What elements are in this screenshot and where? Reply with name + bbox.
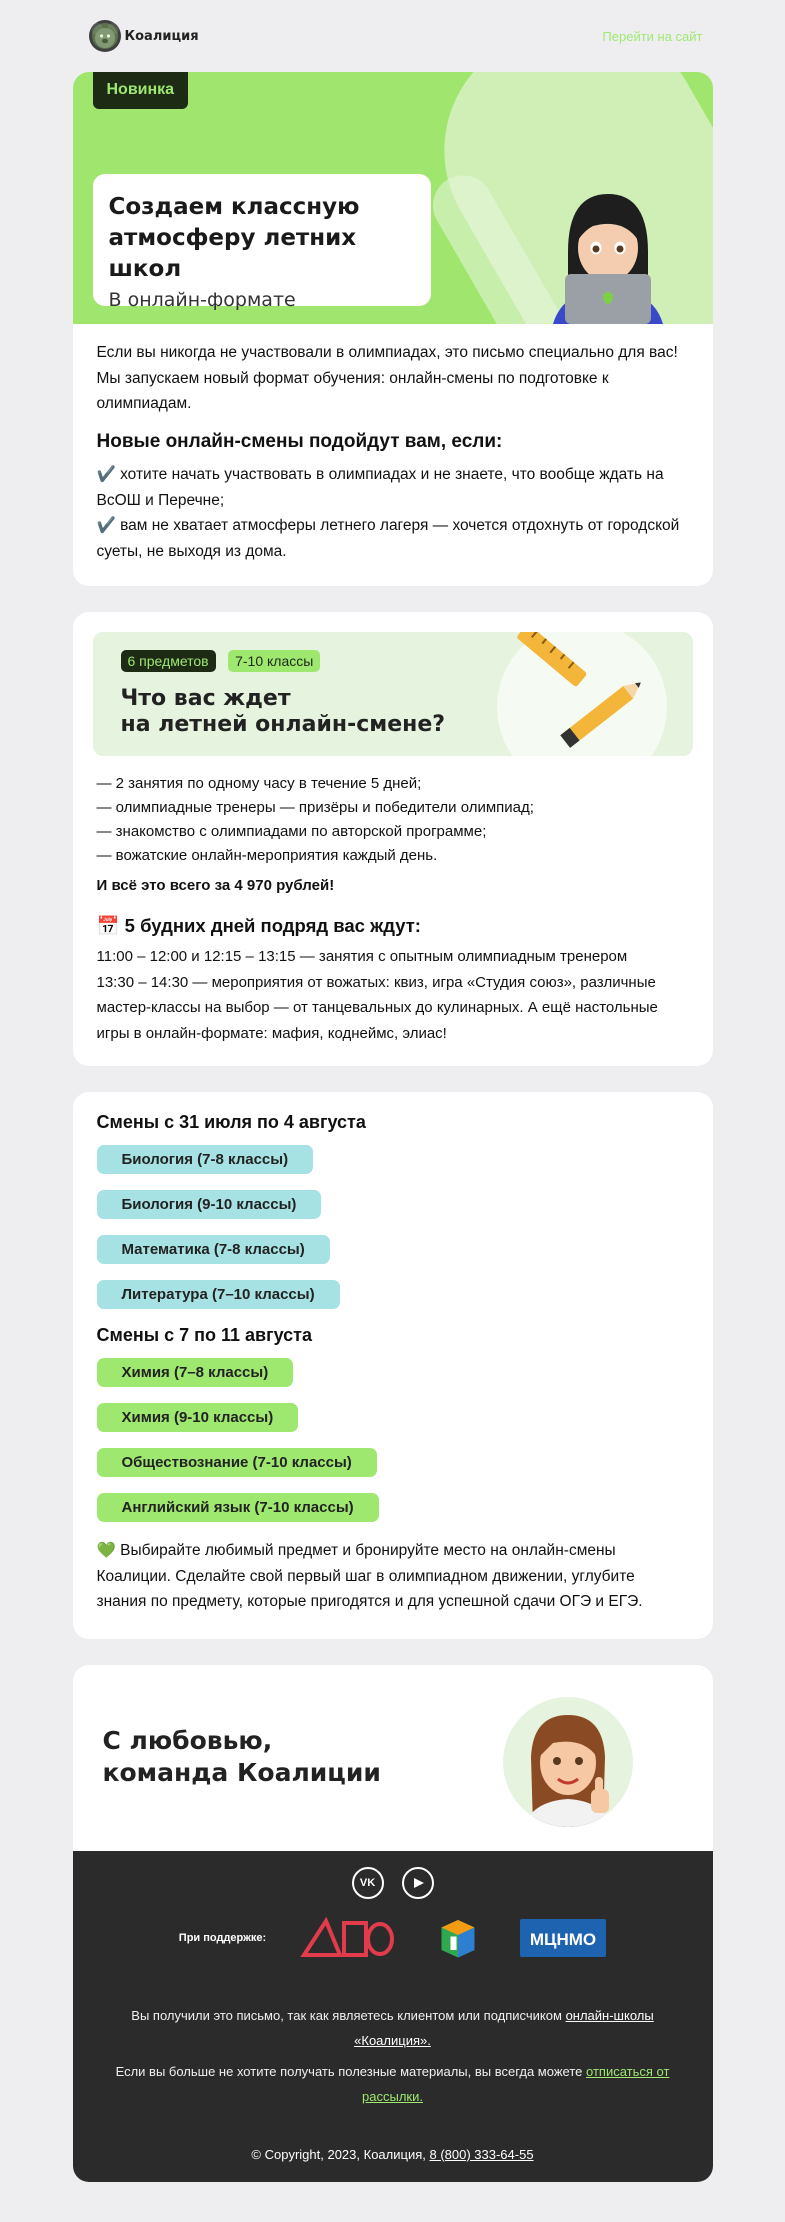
phone-link[interactable]: 8 (800) 333-64-55 bbox=[429, 2146, 534, 2162]
ruler-and-pencil-illustration bbox=[503, 632, 653, 756]
shifts-card bbox=[73, 1092, 713, 1639]
apo-logo bbox=[300, 1917, 396, 1959]
email-container bbox=[73, 0, 713, 2182]
support-label: При поддержке: bbox=[178, 1931, 267, 1944]
koala-logo-icon bbox=[89, 20, 121, 52]
logo-text: Коалиция bbox=[124, 28, 199, 44]
program-card bbox=[73, 612, 713, 1066]
program-tags bbox=[121, 650, 329, 672]
partner-cube-logo bbox=[430, 1917, 486, 1959]
schedule-item: 11:00 – 12:00 и 12:15 – 13:15 — занятия с опытным олимпиадным тренером bbox=[96, 948, 628, 965]
shift-button-biology-9-10[interactable]: Биология (9-10 классы) bbox=[97, 1190, 322, 1219]
signature-line2: команда Коалиции bbox=[102, 1757, 381, 1787]
hero-banner bbox=[73, 72, 713, 324]
dark-footer bbox=[73, 1851, 713, 2182]
schedule-heading: 📅 5 будних дней подряд вас ждут: bbox=[96, 915, 421, 936]
signature-text bbox=[103, 1725, 381, 1789]
hero-subtitle: В онлайн-формате bbox=[108, 289, 296, 311]
intro-paragraph: Если вы никогда не участвовали в олимпиадах, это письмо специально для вас! Мы запускаем новый формат обучения: онлайн-смены по подготовке к олимпиадам. bbox=[96, 344, 678, 412]
shift-button-chemistry-7-8[interactable]: Химия (7–8 классы) bbox=[97, 1358, 294, 1387]
intro-card bbox=[73, 72, 713, 586]
intro-bullet: ✔️ хотите начать участвовать в олимпиадах и не знаете, что вообще ждать на ВсОШ и Перечне; bbox=[96, 466, 664, 509]
top-bar bbox=[73, 0, 713, 72]
shifts-cta-text: 💚 Выбирайте любимый предмет и бронируйте место на онлайн-смены Коалиции. Сделайте свой первый шаг в олимпиадном движении, углубите знания по предмету, которые пригодятся и для успешной сдачи ОГЭ и ЕГЭ. bbox=[96, 1542, 643, 1610]
copyright: © Copyright, 2023, Коалиция, 8 (800) 333-64-55 bbox=[251, 2146, 534, 2162]
program-title-line1: Что вас ждет bbox=[120, 686, 291, 711]
program-details bbox=[73, 756, 713, 1066]
subjects-count-tag: 6 предметов bbox=[121, 650, 216, 672]
shift-button-chemistry-9-10[interactable]: Химия (9-10 классы) bbox=[97, 1403, 299, 1432]
price-text: И всё это всего за 4 970 рублей! bbox=[96, 877, 335, 894]
vk-icon[interactable]: VK bbox=[352, 1867, 384, 1899]
second-shift-heading: Смены с 7 по 11 августа bbox=[96, 1325, 312, 1345]
program-banner-title bbox=[121, 686, 446, 738]
girl-with-laptop-illustration bbox=[553, 182, 663, 324]
social-links bbox=[103, 1867, 683, 1899]
logo[interactable] bbox=[89, 20, 199, 52]
program-item: — олимпиадные тренеры — призёры и победители олимпиад; bbox=[96, 799, 534, 816]
svg-text:АПО bbox=[348, 1944, 349, 1945]
svg-text:МЦНМО: МЦНМО bbox=[530, 1929, 597, 1949]
footer-card bbox=[73, 1665, 713, 2182]
program-title-line2: на летней онлайн-смене? bbox=[120, 712, 446, 737]
intro-bullet: ✔️ вам не хватает атмосферы летнего лагеря — хочется отдохнуть от городской суеты, не выходя из дома. bbox=[96, 517, 680, 560]
shift-button-social-studies-7-10[interactable]: Обществознание (7-10 классы) bbox=[97, 1448, 377, 1477]
intro-text bbox=[73, 324, 713, 586]
mccme-logo bbox=[520, 1917, 606, 1959]
first-shift-heading: Смены с 31 июля по 4 августа bbox=[96, 1112, 366, 1132]
shifts-section bbox=[73, 1092, 713, 1639]
grades-tag: 7-10 классы bbox=[228, 650, 320, 672]
unsubscribe-link[interactable]: отписаться от рассылки. bbox=[362, 2063, 670, 2104]
shift-button-math-7-8[interactable]: Математика (7-8 классы) bbox=[97, 1235, 330, 1264]
go-to-site-link[interactable]: Перейти на сайт bbox=[602, 28, 703, 44]
hero-title-line1: Создаем классную bbox=[108, 194, 360, 220]
woman-thumbs-up-illustration bbox=[503, 1697, 633, 1827]
partners-row bbox=[103, 1917, 683, 1959]
youtube-icon[interactable] bbox=[402, 1867, 434, 1899]
hero-title-line2: атмосферу летних школ bbox=[108, 225, 357, 282]
hero-text-box bbox=[93, 174, 431, 311]
program-item: — вожатские онлайн-мероприятия каждый день. bbox=[96, 847, 438, 864]
signature-line1: С любовью, bbox=[102, 1725, 273, 1755]
hero-title bbox=[109, 192, 415, 285]
legal-notice-1: Вы получили это письмо, так как являетесь клиентом или подписчиком онлайн-школы «Коалиция». bbox=[131, 2007, 654, 2048]
shift-button-literature-7-10[interactable]: Литература (7–10 классы) bbox=[97, 1280, 340, 1309]
schedule-item: 13:30 – 14:30 — мероприятия от вожатых: квиз, игра «Студия союз», различные мастер-классы на выбор — от танцевальных до кулинарных. А ещё настольные игры в онлайн-формате: мафия, коднеймс, элиас! bbox=[96, 973, 658, 1042]
program-banner bbox=[93, 632, 693, 756]
signature-block bbox=[73, 1665, 713, 1851]
new-badge: Новинка bbox=[93, 72, 189, 109]
legal-notice-2: Если вы больше не хотите получать полезные материалы, вы всегда можете отписаться от рассылки. bbox=[115, 2063, 670, 2104]
shift-button-english-7-10[interactable]: Английский язык (7-10 классы) bbox=[97, 1493, 379, 1522]
program-item: — знакомство с олимпиадами по авторской программе; bbox=[96, 823, 487, 840]
shift-button-biology-7-8[interactable]: Биология (7-8 классы) bbox=[97, 1145, 314, 1174]
program-item: — 2 занятия по одному часу в течение 5 дней; bbox=[96, 775, 422, 792]
school-link[interactable]: онлайн-школы «Коалиция». bbox=[354, 2007, 654, 2048]
avatar bbox=[503, 1697, 633, 1827]
intro-heading: Новые онлайн-смены подойдут вам, если: bbox=[96, 430, 503, 452]
